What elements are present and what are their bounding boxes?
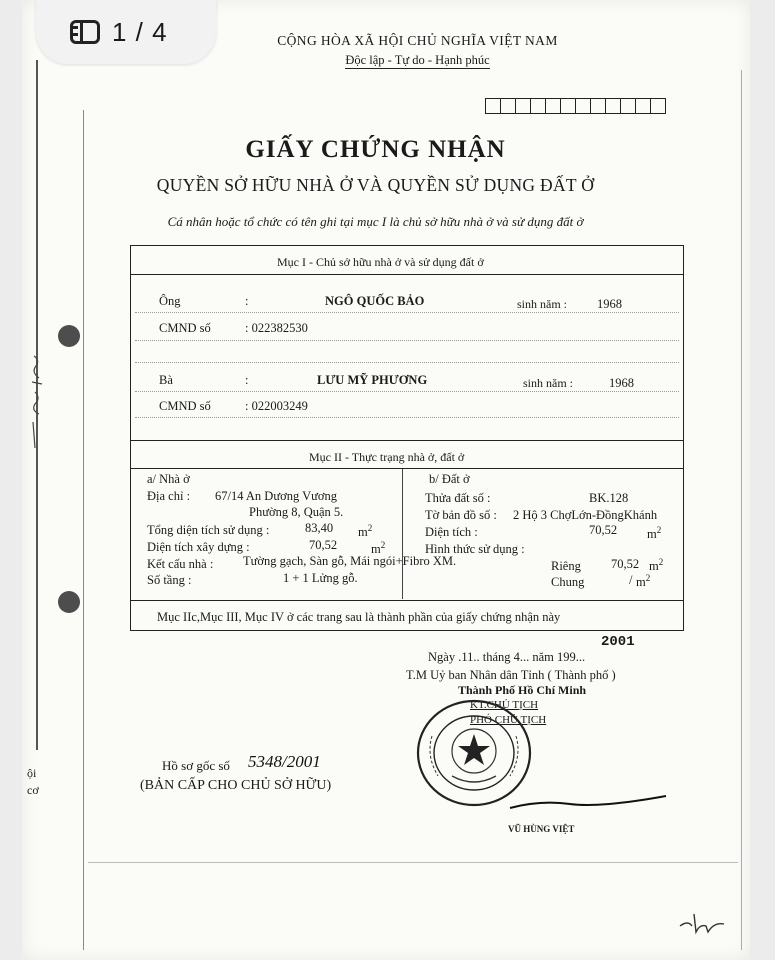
page-edge-line xyxy=(83,110,84,950)
dotted-line xyxy=(135,417,679,418)
area-unit: $m^2$ xyxy=(636,573,651,590)
owner2-id-label: CMND số xyxy=(159,399,211,413)
owner1-name: NGÔ QUỐC BẢO xyxy=(325,294,425,308)
handwritten-mark xyxy=(678,910,726,936)
owner2-name: LƯU MỸ PHƯƠNG xyxy=(317,373,428,387)
address-label: Địa chỉ : xyxy=(147,489,191,503)
file-number-label: Hồ sơ gốc số xyxy=(162,758,230,773)
land-area-label: Diện tích : xyxy=(425,525,478,539)
serial-number-boxes xyxy=(486,98,666,114)
signature-stroke xyxy=(508,790,668,818)
owner1-colon: : xyxy=(245,294,249,308)
structure-label: Kết cấu nhà : xyxy=(147,557,214,571)
land-label: b/ Đất ở xyxy=(429,472,470,486)
signer-name: VŨ HÙNG VIỆT xyxy=(508,824,575,834)
map-value: 2 Hộ 3 ChợLớn-ĐồngKhánh xyxy=(513,508,658,522)
section2-heading: Mục II - Thực trạng nhà ở, đất ở xyxy=(309,450,465,464)
owner1-birth-label: sinh năm : xyxy=(517,297,567,311)
punch-hole xyxy=(58,591,80,613)
margin-text: ội xyxy=(27,766,37,780)
owner2-id-value: : 022003249 xyxy=(245,399,308,413)
margin-handwriting xyxy=(26,352,50,452)
owner1-birth-year: 1968 xyxy=(597,297,622,311)
total-area-label: Tổng diện tích sử dụng : xyxy=(147,523,270,537)
document-title: GIẤY CHỨNG NHẬN xyxy=(245,136,506,163)
handwritten-year: 2001 xyxy=(601,634,635,650)
dotted-line xyxy=(135,362,679,363)
owner1-title: Ông xyxy=(159,294,181,308)
area-unit: $m^2$ xyxy=(647,525,662,542)
area-unit: $m^2$ xyxy=(649,557,664,574)
motto xyxy=(30,53,775,68)
owner1-id-label: CMND số xyxy=(159,321,211,335)
owner2-birth-label: sinh năm : xyxy=(523,376,573,390)
owner2-title: Bà xyxy=(159,373,173,387)
map-label: Tờ bản đồ số : xyxy=(425,508,497,522)
intro-text: Cá nhân hoặc tổ chức có tên ghi tại mục I là chủ sở hữu nhà ở và sử dụng đất ở xyxy=(167,214,584,229)
use-form-label: Hình thức sử dụng : xyxy=(425,542,525,556)
copy-note: (BẢN CẤP CHO CHỦ SỞ HỮU) xyxy=(140,778,332,793)
owner1-id-value: : 022382530 xyxy=(245,321,308,335)
authority: T.M Uỷ ban Nhân dân Tỉnh ( Thành phố ) xyxy=(406,668,616,682)
shared-label: Chung xyxy=(551,575,585,589)
divider xyxy=(131,600,683,601)
document-subtitle: QUYỀN SỞ HỮU NHÀ Ở VÀ QUYỀN SỬ DỤNG ĐẤT Ở xyxy=(156,175,595,195)
punch-hole xyxy=(58,325,80,347)
built-area-value: 70,52 xyxy=(309,538,338,552)
section1-heading: Mục I - Chủ sở hữu nhà ở và sử dụng đất ở xyxy=(277,255,484,269)
dotted-line xyxy=(135,340,679,341)
dotted-line xyxy=(135,391,679,392)
column-divider xyxy=(402,469,403,599)
area-unit: $m^2$ xyxy=(358,523,373,540)
certificate-table xyxy=(130,245,684,631)
area-unit: $m^2$ xyxy=(371,540,386,557)
private-label: Riêng xyxy=(551,559,581,573)
land-area-value: 70,52 xyxy=(589,523,618,537)
date-line: Ngày .11.. tháng 4... năm 199... xyxy=(428,650,586,664)
owner2-colon: : xyxy=(245,373,249,387)
parcel-label: Thửa đất số : xyxy=(425,491,491,505)
divider xyxy=(131,440,683,441)
total-area-value: 83,40 xyxy=(305,521,334,535)
house-label: a/ Nhà ở xyxy=(147,472,190,486)
page-indicator: 1 / 4 xyxy=(112,16,168,47)
margin-text: cơ xyxy=(27,783,39,797)
section-footer: Mục IIc,Mục III, Mục IV ở các trang sau là thành phần của giấy chứng nhận này xyxy=(157,610,561,624)
dotted-line xyxy=(135,312,679,313)
address-line2: Phường 8, Quận 5. xyxy=(249,505,344,519)
page-edge-line xyxy=(88,862,738,863)
page-edge-line xyxy=(741,70,742,950)
floors-label: Số tầng : xyxy=(147,573,192,587)
role2: PHÓ CHỦ TỊCH xyxy=(470,714,547,726)
address-line1: 67/14 An Dương Vương xyxy=(215,489,338,503)
structure-value: Tường gạch, Sàn gỗ, Mái ngói+Fibro XM. xyxy=(243,554,457,568)
file-number-value: 5348/2001 xyxy=(248,752,321,771)
floors-value: 1 + 1 Lửng gỗ. xyxy=(283,571,358,585)
divider xyxy=(131,274,683,275)
parcel-value: BK.128 xyxy=(589,491,629,505)
shared-value: / xyxy=(629,573,633,587)
divider xyxy=(131,468,683,469)
owner2-birth-year: 1968 xyxy=(609,376,634,390)
motto-text: Độc lập - Tự do - Hạnh phúc xyxy=(345,53,490,67)
private-value: 70,52 xyxy=(611,557,640,571)
role1: KT.CHỦ TỊCH xyxy=(470,699,539,711)
city: Thành Phố Hồ Chí Minh xyxy=(458,683,587,697)
nation-heading: CỘNG HÒA XÃ HỘI CHỦ NGHĨA VIỆT NAM xyxy=(277,33,558,48)
built-area-label: Diện tích xây dựng : xyxy=(147,540,250,554)
